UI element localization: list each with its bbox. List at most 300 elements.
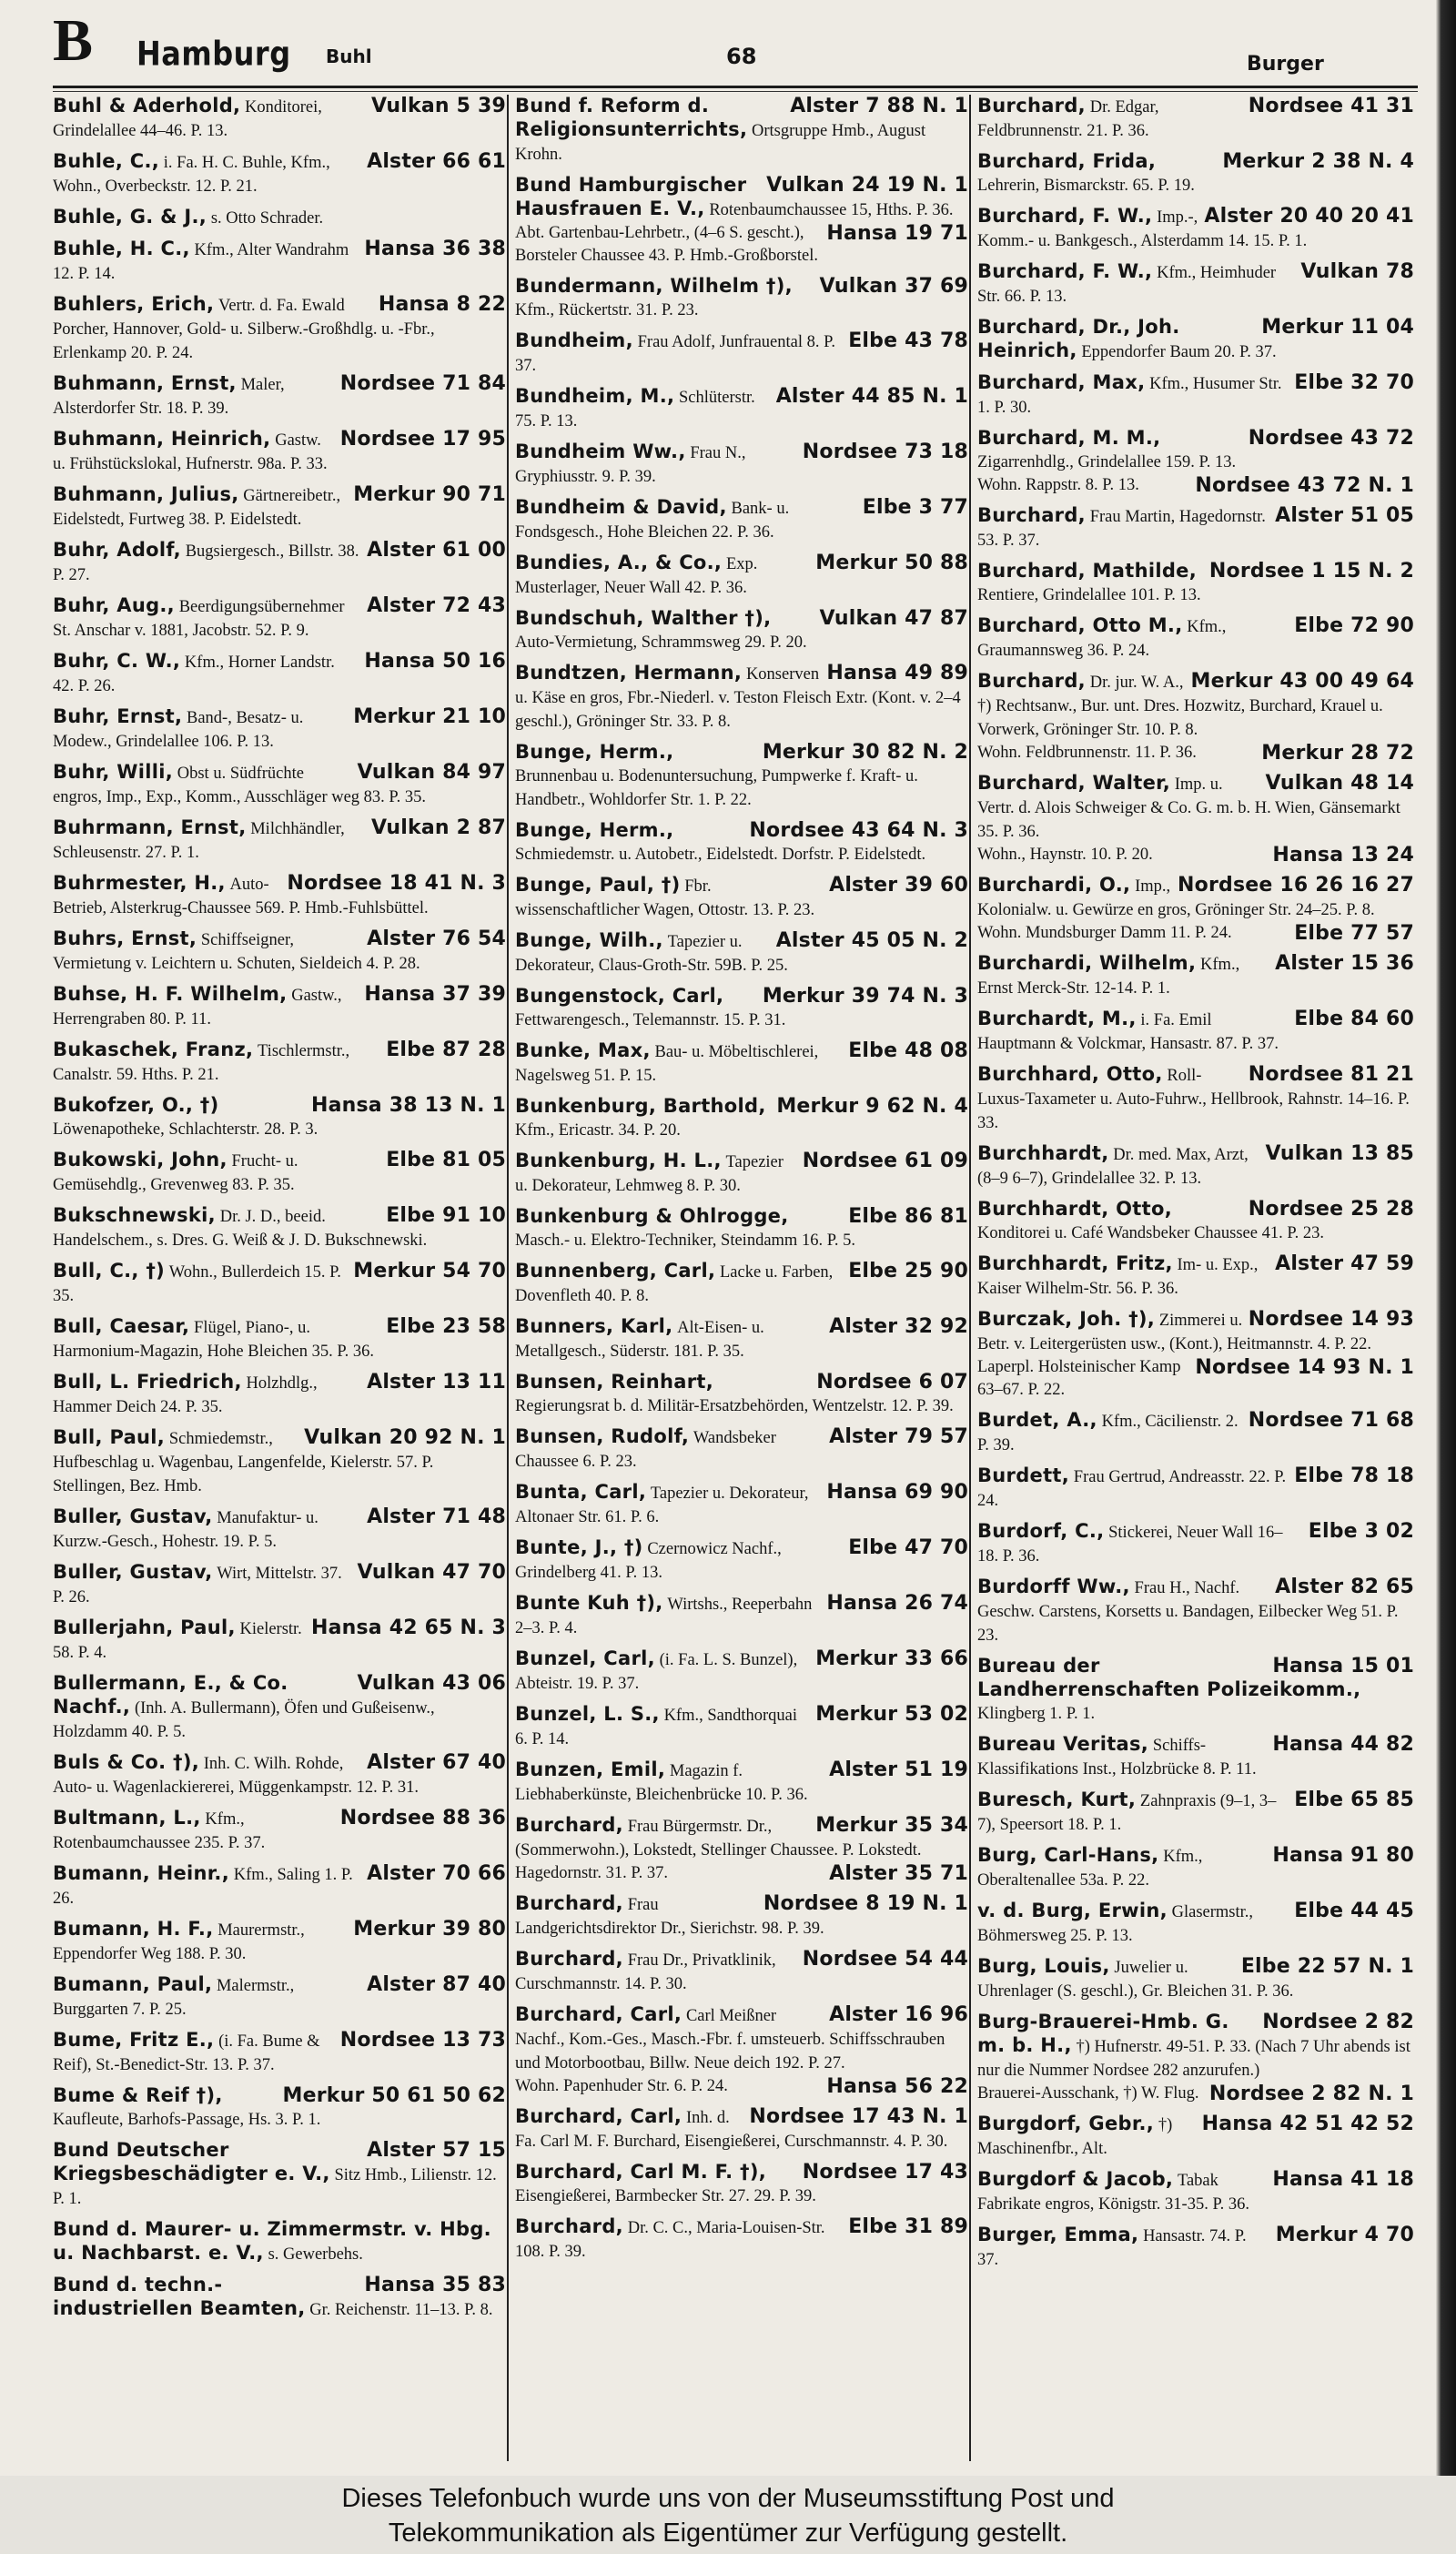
entry-details: Konditorei, Grindelallee 44–46. P. 13. — [53, 98, 322, 140]
entry-phone-number: Alster 39 60 — [829, 874, 968, 897]
entry-secondary-address: Abt. Gartenbau-Lehrbetr., (4–6 S. gescht.), Borsteler Chaussee 43. P. Hmb.-Großborstel. — [515, 224, 818, 265]
entry-name: Buhrs, Ernst, — [53, 927, 197, 949]
entry-name: Bumann, Paul, — [53, 1973, 213, 1995]
directory-entry — [515, 496, 968, 544]
entry-name: Burchard, — [515, 2215, 623, 2237]
entry-details: s. Gewerbehs. — [268, 2245, 363, 2264]
entry-secondary-address: Hagedornstr. 31. P. 37. — [515, 1864, 669, 1882]
entry-details: Auto-Betrieb, Alsterkrug-Chaussee 569. P. Hmb.-Fuhlsbüttel. — [53, 876, 429, 917]
entry-secondary-address: Wohn. Mundsburger Damm 11. P. 24. — [977, 924, 1232, 942]
entry-name: Bultmann, L., — [53, 1807, 201, 1829]
entry-details: Tapezier u. Dekorateur, Altonaer Str. 61. P. 6. — [515, 1485, 809, 1526]
entry-phone-number: Alster 45 05 N. 2 — [775, 929, 968, 952]
entry-phone-number: Vulkan 2 87 — [370, 816, 506, 839]
entry-name: Bund d. Maurer- u. Zimmermstr. v. Hbg. u. Nachbarst. e. V., — [53, 2218, 491, 2264]
entry-secondary-address: Wohn. Rappstr. 8. P. 13. — [977, 476, 1139, 494]
directory-entry — [977, 614, 1414, 663]
entry-details: Zahnpraxis (9–1, 3–7), Speersort 18. P. 1. — [977, 1792, 1277, 1834]
entry-details: Carl Meißner Nachf., Kom.-Ges., Masch.-Fbr. f. umsteuerb. Schiffsschrauben und Motorbootbau, Billw. Neue deich 192. P. 27. — [515, 2007, 945, 2073]
entry-name: Bunkenburg, Barthold, — [515, 1095, 766, 1117]
entry-details: Imp.-, Komm.- u. Bankgesch., Alsterdamm 14. 15. P. 1. — [977, 208, 1308, 250]
directory-column-1 — [53, 95, 506, 2470]
entry-details: Kfm., Alter Wandrahm 12. P. 14. — [53, 241, 349, 283]
entry-name: Bume, Fritz E., — [53, 2029, 215, 2051]
entry-name: Burchard, — [515, 1892, 623, 1914]
entry-phone-number: Vulkan 20 92 N. 1 — [304, 1426, 506, 1449]
entry-details: Kfm., Heimhuder Str. 66. P. 13. — [977, 264, 1277, 306]
entry-phone-number: Nordsee 88 36 — [339, 1807, 506, 1829]
entry-details: Schmiedemstr. u. Autobetr., Eidelstedt. Dorfstr. P. Eidelstedt. — [515, 846, 926, 864]
directory-entry — [977, 1198, 1414, 1245]
directory-entry — [977, 1409, 1414, 1457]
entry-details: Bau- u. Möbeltischlerei, Nagelsweg 51. P. 15. — [515, 1043, 819, 1085]
entry-phone-number: Alster 66 61 — [367, 150, 506, 173]
directory-entry — [53, 1862, 506, 1910]
entry-phone-number: Merkur 50 88 — [815, 552, 968, 574]
entry-name: Burchard, F. W., — [977, 205, 1153, 227]
directory-entry — [53, 1617, 506, 1665]
entry-name: Burchard, Max, — [977, 371, 1146, 393]
directory-entry — [977, 2011, 1414, 2105]
entry-phone-number: Merkur 11 04 — [1261, 316, 1414, 339]
entry-phone-number: Hansa 50 16 — [364, 650, 506, 673]
entry-phone-number: Elbe 31 89 — [848, 2215, 968, 2238]
entry-phone-number: Merkur 54 70 — [353, 1260, 506, 1282]
entry-name: Burchard, — [515, 1948, 623, 1970]
directory-entry — [977, 1142, 1414, 1191]
entry-details: Masch.- u. Elektro-Techniker, Steindamm 16. P. 5. — [515, 1231, 856, 1250]
directory-entry — [53, 1807, 506, 1855]
entry-name: Bunnenberg, Carl, — [515, 1260, 716, 1282]
directory-entry — [977, 260, 1414, 309]
entry-phone-number: Alster 44 85 N. 1 — [775, 385, 968, 408]
entry-secondary-line — [977, 474, 1414, 497]
entry-name: Bukofzer, O., †) — [53, 1094, 219, 1116]
entry-details: Kfm., Rückertstr. 31. P. 23. — [515, 301, 699, 319]
entry-details: Klingberg 1. P. 1. — [977, 1705, 1096, 1723]
entry-details: Kfm., Rotenbaumchaussee 235. P. 37. — [53, 1810, 266, 1852]
entry-details: Lehrerin, Bismarckstr. 65. P. 19. — [977, 177, 1195, 195]
entry-details: Kaufleute, Barhofs-Passage, Hs. 3. P. 1. — [53, 2111, 321, 2129]
directory-entry — [515, 607, 968, 654]
entry-details: Exp. Musterlager, Neuer Wall 42. P. 36. — [515, 555, 758, 597]
entry-phone-number: Nordsee 54 44 — [802, 1948, 968, 1971]
entry-phone-number: Elbe 43 78 — [848, 329, 968, 352]
directory-entry — [977, 1655, 1414, 1726]
directory-entry — [515, 2003, 968, 2098]
entry-phone-number: Nordsee 17 43 — [802, 2161, 968, 2184]
header-rule — [53, 86, 1418, 88]
entry-phone-number: Nordsee 71 84 — [339, 372, 506, 395]
entry-name: Burchard, Frida, — [977, 150, 1157, 172]
entry-name: Buresch, Kurt, — [977, 1789, 1137, 1810]
entry-phone-number: Nordsee 17 95 — [339, 428, 506, 451]
entry-details: (Inh. A. Bullermann), Öfen und Gußeisenw., Holzdamm 40. P. 5. — [53, 1699, 435, 1741]
directory-entry — [515, 1703, 968, 1751]
directory-entry — [977, 1733, 1414, 1781]
entry-details: Band-, Besatz- u. Modew., Grindelallee 106. P. 13. — [53, 709, 304, 751]
column-divider — [969, 95, 971, 2461]
directory-entry — [53, 428, 506, 476]
entry-name: Bundheim & David, — [515, 496, 727, 518]
directory-entry — [515, 1814, 968, 1885]
entry-phone-number: Nordsee 43 72 — [1248, 427, 1414, 450]
entry-phone-number: Merkur 43 00 49 64 — [1190, 670, 1414, 693]
entry-phone-number: Alster 57 15 — [367, 2139, 506, 2162]
entry-phone-number: Vulkan 13 85 — [1265, 1142, 1414, 1165]
directory-entry — [515, 1758, 968, 1807]
entry-details: Ortsgruppe Hmb., August Krohn. — [515, 122, 926, 164]
entry-phone-number: Alster 61 00 — [367, 539, 506, 562]
directory-entry — [515, 662, 968, 734]
entry-name: Buhmann, Heinrich, — [53, 428, 271, 450]
directory-entry — [515, 174, 968, 268]
directory-entry — [977, 2224, 1414, 2272]
entry-secondary-address: Wohn. Papenhuder Str. 6. P. 24. — [515, 2077, 728, 2095]
entry-phone-number: Merkur 33 66 — [815, 1647, 968, 1670]
entry-phone-number: Vulkan 47 87 — [819, 607, 968, 630]
entry-details: Dr. jur. W. A., †) Rechtsanw., Bur. unt. Dres. Hozwitz, Burchard, Krauel u. Vorwerk, Gröninger Str. 10. P. 8. — [977, 674, 1383, 739]
entry-name: Buhlers, Erich, — [53, 293, 215, 315]
entry-details: Wirtshs., Reeperbahn 2–3. P. 4. — [515, 1596, 813, 1637]
directory-entry — [977, 952, 1414, 1000]
entry-name: Buhmann, Julius, — [53, 483, 239, 505]
entry-phone-number: Merkur 21 10 — [353, 705, 506, 728]
entry-name: Buller, Gustav, — [53, 1561, 213, 1583]
page-header — [53, 7, 1363, 76]
entry-phone-number: Merkur 2 38 N. 4 — [1222, 150, 1414, 173]
entry-secondary-address: Wohn. Feldbrunnenstr. 11. P. 36. — [977, 744, 1197, 762]
entry-name: Bumann, Heinr., — [53, 1862, 229, 1884]
entry-name: Bumann, H. F., — [53, 1918, 214, 1940]
header-rule-thin — [53, 91, 1418, 92]
directory-entry — [53, 539, 506, 587]
entry-name: Bungenstock, Carl, — [515, 985, 724, 1007]
directory-entry — [515, 1647, 968, 1696]
entry-phone-number: Hansa 91 80 — [1272, 1844, 1414, 1867]
entry-details: i. Fa. H. C. Buhle, Kfm., Wohn., Overbeckstr. 12. P. 21. — [53, 154, 330, 196]
entry-name: Burchard, — [977, 95, 1086, 117]
entry-name: Buhrmester, H., — [53, 872, 226, 894]
entry-name: Burchard, Carl, — [515, 2105, 682, 2127]
entry-name: Bureau Veritas, — [977, 1733, 1149, 1755]
entry-phone-number: Hansa 26 74 — [826, 1592, 968, 1615]
entry-details: Manufaktur- u. Kurzw.-Gesch., Hohestr. 19. P. 5. — [53, 1509, 318, 1551]
entry-phone-number: Elbe 72 90 — [1294, 614, 1414, 637]
entry-secondary-line — [977, 844, 1414, 867]
entry-phone-number: Alster 51 05 — [1275, 504, 1414, 527]
entry-name: Bunners, Karl, — [515, 1315, 673, 1337]
directory-entry — [53, 206, 506, 230]
entry-name: Burdorff Ww., — [977, 1576, 1130, 1597]
entry-details: Konserven u. Käse en gros, Fbr.-Niederl. v. Teston Fleisch Extr. (Kont. v. 2–4 geschl.), Gröninger Str. 33. P. 8. — [515, 665, 961, 731]
entry-name: Burchard, Mathilde, — [977, 560, 1197, 582]
entry-name: v. d. Burg, Erwin, — [977, 1900, 1168, 1921]
directory-entry — [515, 985, 968, 1032]
entry-details: Kfm., Saling 1. P. 26. — [53, 1866, 353, 1908]
entry-details: Inh. C. Wilh. Rohde, Auto- u. Wagenlackiererei, Müggenkampstr. 12. P. 31. — [53, 1755, 420, 1797]
directory-entry — [977, 1008, 1414, 1056]
directory-entry — [515, 819, 968, 867]
entry-phone-number: Alster 87 40 — [367, 1973, 506, 1996]
directory-entry — [515, 741, 968, 812]
entry-name: Burg-Brauerei-Hmb. G. m. b. H., — [977, 2011, 1229, 2056]
directory-entry — [977, 1252, 1414, 1301]
entry-secondary-line — [515, 2075, 968, 2098]
directory-entry — [515, 1150, 968, 1198]
entry-details: Tapezier u. Dekorateur, Lehmweg 8. P. 30. — [515, 1153, 784, 1195]
entry-phone-number: Vulkan 43 06 — [357, 1672, 506, 1695]
directory-entry — [53, 927, 506, 976]
guide-word-last: Burger — [1247, 53, 1324, 76]
entry-name: Bundheim Ww., — [515, 441, 686, 462]
entry-name: Burchard, Walter, — [977, 772, 1170, 794]
entry-secondary-line — [515, 1862, 968, 1885]
directory-entry — [515, 552, 968, 600]
entry-phone-number: Nordsee 14 93 — [1248, 1308, 1414, 1331]
entry-name: Bunzel, Carl, — [515, 1647, 655, 1669]
entry-phone-number: Elbe 65 85 — [1294, 1789, 1414, 1811]
directory-entry — [53, 1505, 506, 1554]
archive-notice — [0, 2476, 1456, 2554]
entry-details: Rotenbaumchaussee 15, Hths. P. 36. — [709, 201, 954, 219]
entry-details: Kfm., Sandthorquai 6. P. 14. — [515, 1707, 797, 1748]
directory-entry — [977, 670, 1414, 765]
directory-entry — [515, 1592, 968, 1640]
directory-entry — [977, 560, 1414, 607]
entry-phone-number: Nordsee 13 73 — [339, 2029, 506, 2052]
directory-entry — [977, 95, 1414, 143]
directory-entry — [53, 594, 506, 643]
entry-name: Bunte, J., †) — [515, 1536, 643, 1558]
entry-details: Schiffs-Klassifikations Inst., Holzbrücke 8. P. 11. — [977, 1737, 1257, 1779]
entry-details: Kfm., Ernst Merck-Str. 12-14. P. 1. — [977, 956, 1240, 998]
entry-secondary-phone-number: Merkur 28 72 — [1261, 742, 1414, 765]
entry-phone-number: Vulkan 47 70 — [357, 1561, 506, 1584]
entry-phone-number: Nordsee 18 41 N. 3 — [287, 872, 506, 895]
entry-details: Schlüterstr. 75. P. 13. — [515, 389, 755, 431]
entry-phone-number: Hansa 36 38 — [364, 238, 506, 260]
entry-name: Buhle, H. C., — [53, 238, 190, 259]
entry-details: Kfm., Horner Landstr. 42. P. 26. — [53, 654, 335, 695]
directory-entry — [977, 205, 1414, 253]
directory-entry — [977, 2113, 1414, 2161]
directory-entry — [977, 1789, 1414, 1837]
entry-details: Glasermstr., Böhmersweg 25. P. 13. — [977, 1903, 1254, 1945]
entry-name: Burchhardt, Fritz, — [977, 1252, 1173, 1274]
directory-entry — [515, 95, 968, 167]
entry-details: Roll-Luxus-Taxameter u. Auto-Fuhrw., Hellbrook, Rahnstr. 14–16. P. 33. — [977, 1067, 1410, 1132]
entry-details: Gärtnereibetr., Eidelstedt, Furtweg 38. P. Eidelstedt. — [53, 487, 341, 529]
entry-phone-number: Elbe 86 81 — [848, 1205, 968, 1228]
entry-phone-number: Vulkan 37 69 — [819, 275, 968, 298]
directory-entry — [53, 761, 506, 809]
entry-name: Burchard, Carl, — [515, 2003, 682, 2025]
entry-details: Dr. J. D., beeid. Handelschem., s. Dres. G. Weiß & J. D. Bukschnewski. — [53, 1208, 428, 1250]
entry-name: Bundheim, — [515, 329, 633, 351]
entry-details: Dr. med. Max, Arzt, (8–9 6–7), Grindelallee 32. P. 13. — [977, 1146, 1249, 1188]
entry-details: Czernowicz Nachf., Grindelberg 41. P. 13. — [515, 1540, 782, 1582]
directory-entry — [515, 1205, 968, 1252]
entry-details: Frau Gertrud, Andreasstr. 22. P. 24. — [977, 1468, 1287, 1510]
directory-column-3 — [977, 95, 1414, 2470]
entry-secondary-address: Laperpl. Holsteinischer Kamp 63–67. P. 22. — [977, 1358, 1181, 1399]
entry-phone-number: Alster 82 65 — [1275, 1576, 1414, 1598]
entry-name: Bunzel, L. S., — [515, 1703, 660, 1725]
directory-entry — [53, 983, 506, 1031]
entry-details: Löwenapotheke, Schlachterstr. 28. P. 3. — [53, 1120, 318, 1139]
entry-details: Brunnenbau u. Bodenuntersuchung, Pumpwerke f. Kraft- u. Handbetr., Wohldorfer Str. 1. P. 22. — [515, 767, 918, 809]
entry-name: Burchard, Otto M., — [977, 614, 1183, 636]
directory-entry — [53, 2139, 506, 2211]
entry-name: Burchhard, Otto, — [977, 1063, 1163, 1085]
entry-details: Im- u. Exp., Kaiser Wilhelm-Str. 56. P. 36. — [977, 1256, 1259, 1298]
entry-details: Bugsiergesch., Billstr. 38. P. 27. — [53, 542, 359, 584]
entry-details: Obst u. Südfrüchte engros, Imp., Exp., Komm., Ausschläger weg 83. P. 35. — [53, 765, 427, 806]
entry-secondary-address: Wohn., Haynstr. 10. P. 20. — [977, 846, 1153, 864]
entry-details: Frau Dr., Privatklinik, Curschmannstr. 14. P. 30. — [515, 1951, 776, 1993]
directory-entry — [53, 1426, 506, 1498]
directory-entry — [977, 1308, 1414, 1402]
entry-details: Beerdigungsübernehmer St. Anschar v. 1881, Jacobstr. 52. P. 9. — [53, 598, 345, 640]
entry-phone-number: Merkur 39 80 — [353, 1918, 506, 1941]
entry-details: Frau Bürgermstr. Dr., (Sommerwohn.), Lokstedt, Stellinger Chaussee. P. Lokstedt. — [515, 1818, 922, 1860]
directory-entry — [515, 329, 968, 378]
entry-details: Gr. Reichenstr. 11–13. P. 8. — [309, 2301, 493, 2319]
directory-entry — [515, 874, 968, 922]
entry-details: Maurermstr., Eppendorfer Weg 188. P. 30. — [53, 1921, 305, 1963]
entry-phone-number: Elbe 25 90 — [848, 1260, 968, 1282]
entry-name: Burchhardt, — [977, 1142, 1109, 1164]
entry-details: Kfm., Ericastr. 34. P. 20. — [515, 1121, 681, 1140]
entry-details: Zigarrenhdlg., Grindelallee 159. P. 13. — [977, 453, 1237, 471]
entry-details: Wirt, Mittelstr. 37. P. 26. — [53, 1565, 342, 1606]
entry-details: Frucht- u. Gemüsehdlg., Grevenweg 83. P. 35. — [53, 1152, 298, 1194]
entry-secondary-line — [977, 1356, 1414, 1402]
page-edge-shadow — [1436, 0, 1456, 2476]
directory-entry — [53, 1751, 506, 1799]
entry-details: Kielerstr. 58. P. 4. — [53, 1620, 302, 1662]
entry-details: Flügel, Piano-, u. Harmonium-Magazin, Hohe Bleichen 35. P. 36. — [53, 1319, 374, 1361]
entry-phone-number: Merkur 30 82 N. 2 — [762, 741, 968, 764]
entry-secondary-line — [977, 922, 1414, 945]
entry-details: Stickerei, Neuer Wall 16–18. P. 36. — [977, 1524, 1283, 1566]
directory-entry — [977, 1063, 1414, 1135]
entry-details: Tischlermstr., Canalstr. 59. Hths. P. 21. — [53, 1042, 350, 1084]
entry-details: Tabak Fabrikate engros, Königstr. 31-35. P. 36. — [977, 2172, 1250, 2214]
directory-entry — [53, 2218, 506, 2266]
entry-details: Holzhdlg., Hammer Deich 24. P. 35. — [53, 1374, 318, 1416]
entry-phone-number: Hansa 69 90 — [826, 1481, 968, 1504]
directory-entry — [53, 2274, 506, 2322]
entry-secondary-phone-number: Hansa 56 22 — [826, 2075, 968, 2098]
directory-entry — [515, 1095, 968, 1142]
entry-phone-number: Nordsee 16 26 16 27 — [1178, 874, 1414, 897]
entry-name: Burczak, Joh. †), — [977, 1308, 1156, 1330]
directory-entry — [515, 1536, 968, 1585]
entry-name: Burchardi, O., — [977, 874, 1131, 896]
directory-entry — [53, 1204, 506, 1252]
entry-details: Magazin f. Liebhaberkünste, Bleichenbrücke 10. P. 36. — [515, 1762, 808, 1804]
entry-phone-number: Alster 67 40 — [367, 1751, 506, 1774]
entry-name: Bukowski, John, — [53, 1149, 228, 1171]
entry-phone-number: Hansa 38 13 N. 1 — [310, 1094, 506, 1117]
entry-name: Buhrmann, Ernst, — [53, 816, 247, 838]
entry-name: Bund d. techn.-industriellen Beamten, — [53, 2274, 306, 2319]
entry-phone-number: Elbe 84 60 — [1294, 1008, 1414, 1030]
entry-phone-number: Hansa 15 01 — [1272, 1655, 1414, 1677]
entry-phone-number: Hansa 35 83 — [364, 2274, 506, 2296]
entry-details: †) Maschinenfbr., Alt. — [977, 2116, 1173, 2158]
entry-details: Inh. d. Fa. Carl M. F. Burchard, Eisengießerei, Curschmannstr. 4. P. 30. — [515, 2109, 948, 2151]
entry-details: Gastw. u. Frühstückslokal, Hufnerstr. 98a. P. 33. — [53, 431, 328, 473]
entry-name: Bunsen, Rudolf, — [515, 1425, 690, 1447]
entry-phone-number: Nordsee 61 09 — [802, 1150, 968, 1172]
entry-name: Bunzen, Emil, — [515, 1758, 666, 1780]
entry-phone-number: Hansa 42 51 42 52 — [1201, 2113, 1414, 2135]
entry-phone-number: Alster 7 88 N. 1 — [790, 95, 968, 117]
entry-name: Bunge, Paul, †) — [515, 874, 681, 896]
directory-entry — [515, 275, 968, 322]
entry-name: Bunke, Max, — [515, 1039, 651, 1061]
entry-details: Frau Landgerichtsdirektor Dr., Sierichstr. 98. P. 39. — [515, 1896, 824, 1938]
entry-details: Frau H., Nachf. Geschw. Carstens, Korsetts u. Bandagen, Eilbecker Weg 51. P. 23. — [977, 1579, 1399, 1645]
directory-entry — [515, 1039, 968, 1088]
entry-name: Buller, Gustav, — [53, 1505, 213, 1527]
entry-details: Auto-Vermietung, Schrammsweg 29. P. 20. — [515, 633, 807, 652]
directory-entry — [977, 874, 1414, 945]
entry-name: Bunsen, Reinhart, — [515, 1371, 714, 1393]
directory-entry — [53, 1149, 506, 1197]
entry-phone-number: Elbe 48 08 — [848, 1039, 968, 1062]
entry-name: Burdorf, C., — [977, 1520, 1105, 1542]
directory-entry — [53, 2029, 506, 2077]
entry-phone-number: Elbe 44 45 — [1294, 1900, 1414, 1922]
directory-entry — [515, 2161, 968, 2208]
entry-name: Bundheim, M., — [515, 385, 675, 407]
entry-details: Regierungsrat b. d. Militär-Ersatzbehörden, Wentzelstr. 12. P. 39. — [515, 1397, 954, 1415]
entry-phone-number: Nordsee 43 64 N. 3 — [749, 819, 968, 842]
entry-phone-number: Alster 13 11 — [367, 1371, 506, 1394]
entry-details: (i. Fa. L. S. Bunzel), Abteistr. 19. P. 37. — [515, 1651, 798, 1693]
entry-name: Bunge, Wilh., — [515, 929, 663, 951]
entry-name: Burgdorf, Gebr., — [977, 2113, 1155, 2134]
entry-phone-number: Nordsee 73 18 — [802, 441, 968, 463]
directory-column-2 — [515, 95, 968, 2470]
entry-phone-number: Elbe 47 70 — [848, 1536, 968, 1559]
directory-entry — [53, 150, 506, 198]
directory-entry — [977, 1464, 1414, 1513]
directory-entry — [53, 2084, 506, 2132]
directory-entry — [515, 1315, 968, 1363]
directory-entry — [53, 1973, 506, 2022]
entry-phone-number: Alster 72 43 — [367, 594, 506, 617]
entry-details: Vertr. d. Fa. Ewald Porcher, Hannover, Gold- u. Silberw.-Großhdlg. u. -Fbr., Erlenkamp 20. P. 24. — [53, 297, 435, 362]
entry-name: Bunge, Herm., — [515, 741, 674, 763]
entry-name: Burdet, A., — [977, 1409, 1097, 1431]
entry-phone-number: Alster 47 59 — [1275, 1252, 1414, 1275]
entry-phone-number: Alster 15 36 — [1275, 952, 1414, 975]
entry-name: Buhmann, Ernst, — [53, 372, 237, 394]
entry-phone-number: Hansa 41 18 — [1272, 2168, 1414, 2191]
entry-details: Wandsbeker Chaussee 6. P. 23. — [515, 1429, 776, 1471]
entry-phone-number: Alster 79 57 — [829, 1425, 968, 1448]
entry-phone-number: Alster 51 19 — [829, 1758, 968, 1781]
entry-phone-number: Hansa 37 39 — [364, 983, 506, 1006]
directory-entry — [515, 1260, 968, 1308]
entry-name: Bunkenburg & Ohlrogge, — [515, 1205, 789, 1227]
entry-phone-number: Elbe 32 70 — [1294, 371, 1414, 394]
